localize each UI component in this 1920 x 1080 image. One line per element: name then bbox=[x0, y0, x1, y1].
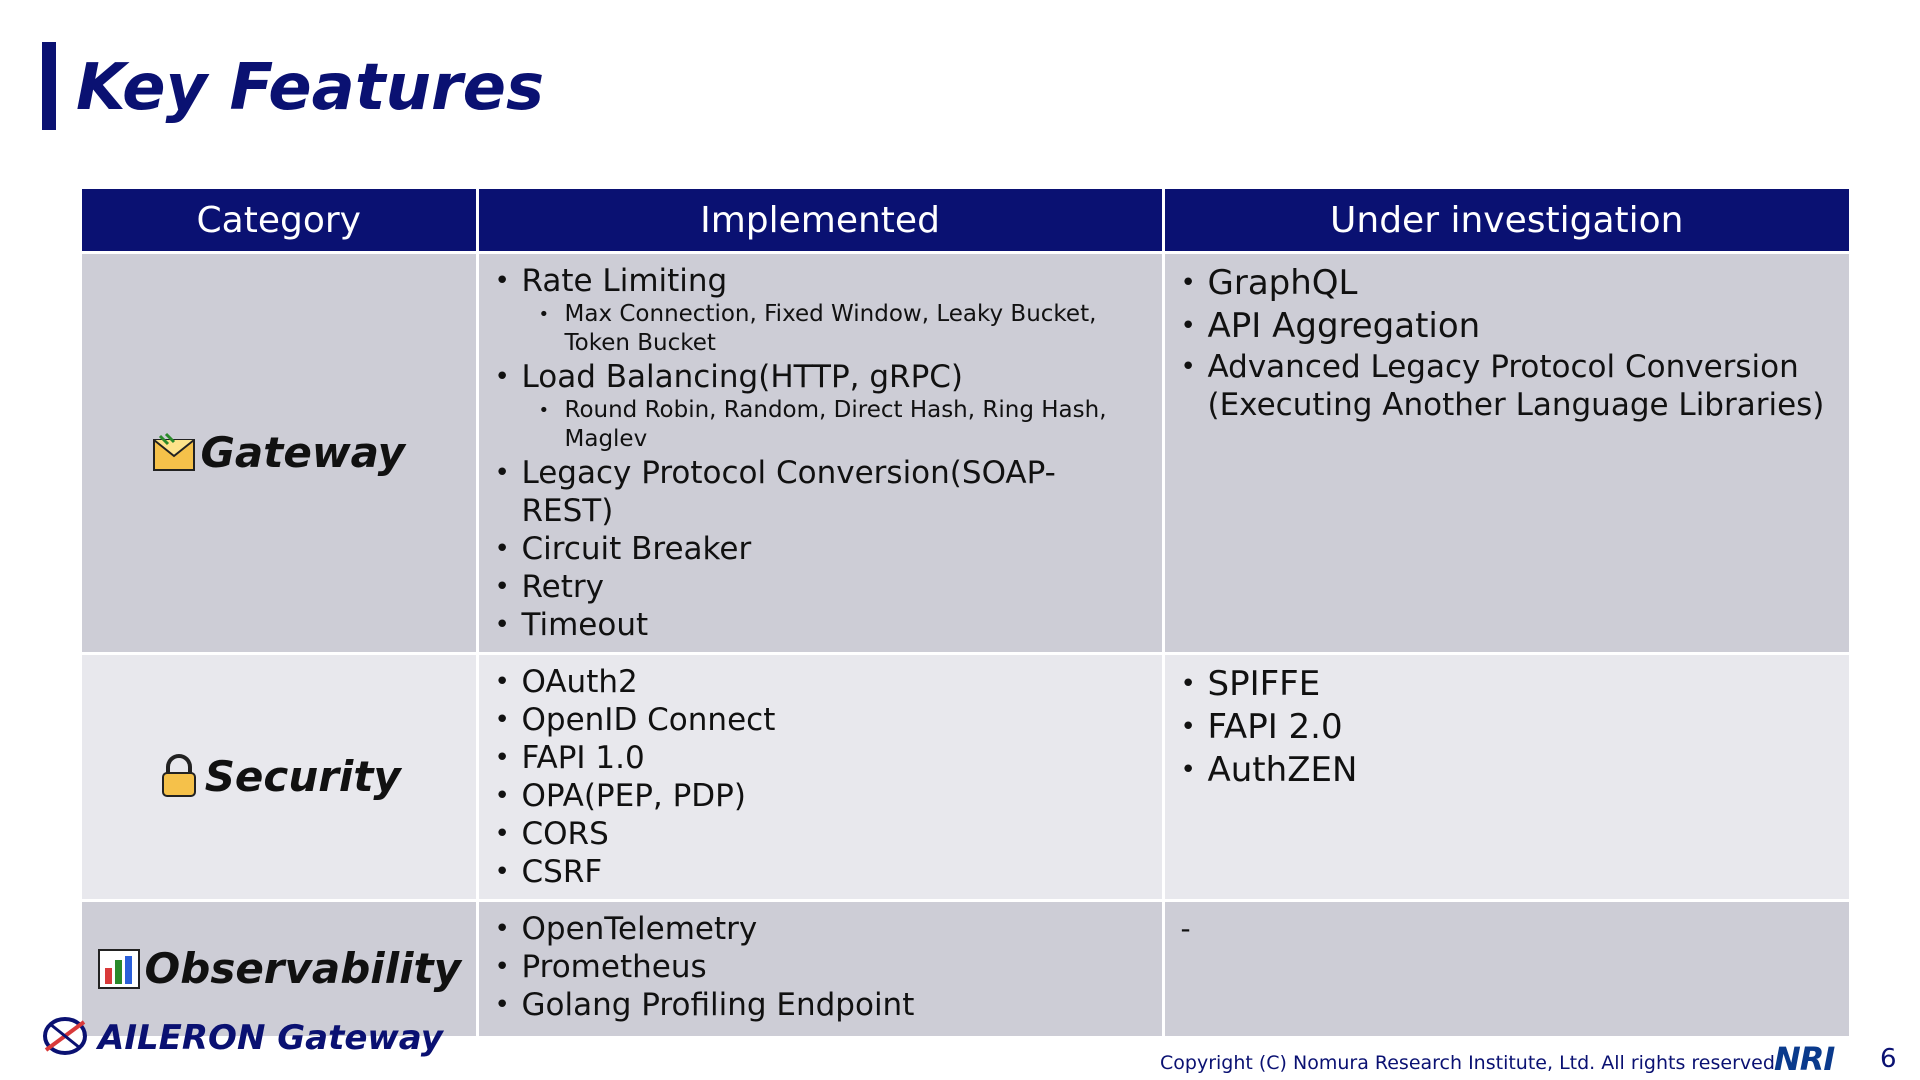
page-title: Key Features bbox=[76, 51, 545, 125]
implemented-list bbox=[479, 254, 1162, 652]
list-item: • Legacy Protocol Conversion(SOAP-REST) bbox=[493, 454, 1146, 530]
list-item: • GraphQL bbox=[1179, 262, 1834, 305]
list-item: • Circuit Breaker bbox=[493, 530, 1146, 568]
investigation-list bbox=[1165, 254, 1850, 432]
title-accent-bar bbox=[42, 42, 56, 130]
list-item: • Retry bbox=[493, 568, 1146, 606]
table-row bbox=[82, 253, 1849, 654]
table-row bbox=[82, 654, 1849, 901]
list-subitem: • Max Connection, Fixed Window, Leaky Bucket, Token Bucket bbox=[493, 300, 1146, 358]
list-item: • FAPI 2.0 bbox=[1179, 706, 1834, 749]
list-item: • Golang Profiling Endpoint bbox=[493, 986, 1146, 1024]
category-cell bbox=[82, 654, 477, 901]
investigation-list bbox=[1165, 655, 1850, 800]
list-item: • Timeout bbox=[493, 606, 1146, 644]
category-label: Security bbox=[204, 751, 401, 801]
list-item: • Prometheus bbox=[493, 948, 1146, 986]
features-table bbox=[82, 189, 1849, 1036]
list-item: • OAuth2 bbox=[493, 663, 1146, 701]
envelope-icon bbox=[152, 430, 196, 474]
category-observability bbox=[97, 944, 461, 993]
list-item: • OPA(PEP, PDP) bbox=[493, 777, 1146, 815]
list-item: • Rate Limiting bbox=[493, 262, 1146, 300]
implemented-list bbox=[479, 655, 1162, 899]
list-item: • SPIFFE bbox=[1179, 663, 1834, 706]
empty-placeholder: - bbox=[1180, 912, 1191, 945]
investigation-cell bbox=[1163, 901, 1849, 1036]
list-item: • Load Balancing(HTTP, gRPC) bbox=[493, 358, 1146, 396]
column-header-implemented: Implemented bbox=[477, 189, 1163, 253]
list-item: • CSRF bbox=[493, 853, 1146, 891]
list-item: • OpenID Connect bbox=[493, 701, 1146, 739]
list-subitem: • Round Robin, Random, Direct Hash, Ring Hash, Maglev bbox=[493, 396, 1146, 454]
list-item: • API Aggregation bbox=[1179, 305, 1834, 348]
column-header-under-investigation: Under investigation bbox=[1163, 189, 1849, 253]
implemented-list bbox=[479, 902, 1162, 1032]
table-header-row bbox=[82, 189, 1849, 253]
implemented-cell bbox=[477, 253, 1163, 654]
implemented-cell bbox=[477, 654, 1163, 901]
category-label: Observability bbox=[144, 943, 461, 993]
list-item: • CORS bbox=[493, 815, 1146, 853]
column-header-category: Category bbox=[82, 189, 477, 253]
copyright-text: Copyright (C) Nomura Research Institute, Ltd. All rights reserved. bbox=[1160, 1052, 1781, 1074]
page-number: 6 bbox=[1880, 1044, 1897, 1074]
aileron-emblem-icon bbox=[40, 1014, 90, 1062]
lock-icon bbox=[157, 754, 201, 798]
nri-logo: NRI bbox=[1774, 1040, 1835, 1078]
aileron-logo bbox=[40, 1014, 443, 1062]
implemented-cell bbox=[477, 901, 1163, 1036]
investigation-cell bbox=[1163, 654, 1849, 901]
bar-chart-icon bbox=[97, 946, 141, 990]
category-gateway bbox=[152, 428, 405, 477]
list-item: • FAPI 1.0 bbox=[493, 739, 1146, 777]
investigation-cell bbox=[1163, 253, 1849, 654]
list-item: • OpenTelemetry bbox=[493, 910, 1146, 948]
category-security bbox=[157, 752, 401, 801]
aileron-logo-text: AILERON Gateway bbox=[98, 1018, 443, 1058]
category-label: Gateway bbox=[200, 427, 406, 477]
category-cell bbox=[82, 253, 477, 654]
list-item: • AuthZEN bbox=[1179, 749, 1834, 792]
list-item: • Advanced Legacy Protocol Conversion (Executing Another Language Libraries) bbox=[1179, 348, 1834, 424]
